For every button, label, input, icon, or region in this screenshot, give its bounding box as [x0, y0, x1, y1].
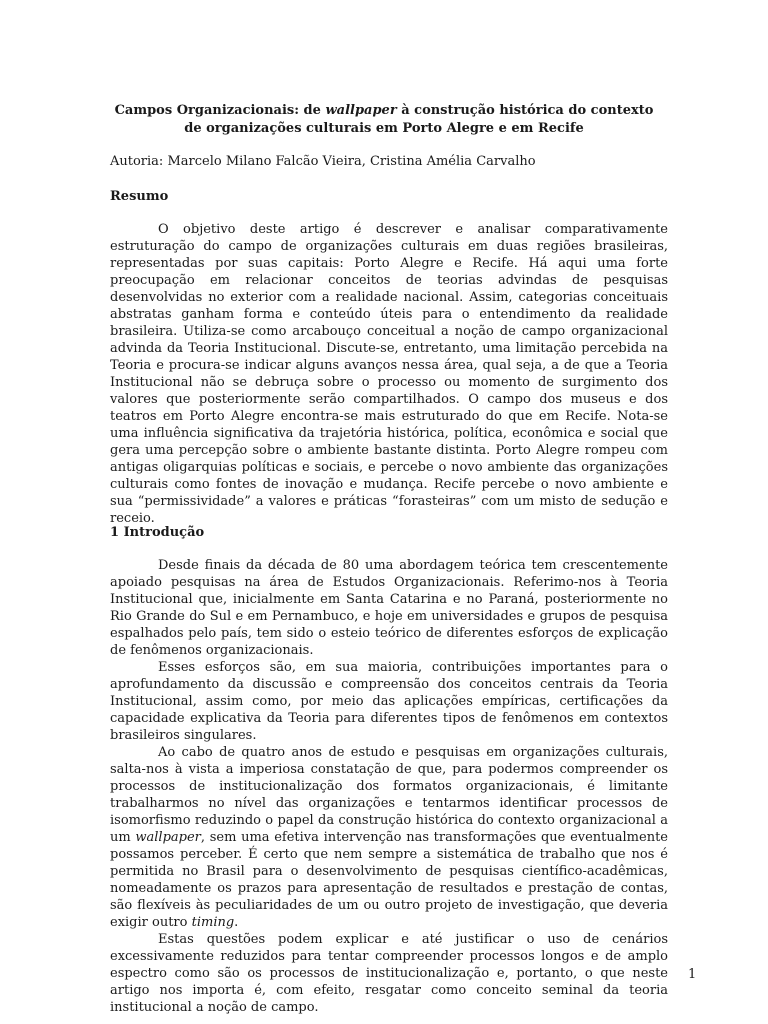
- title-part1: Campos Organizacionais: de: [114, 103, 326, 118]
- title-italic-term: wallpaper: [325, 103, 397, 118]
- author-line: Autoria: Marcelo Milano Falcão Vieira, Cristina Amélia Carvalho: [110, 154, 536, 169]
- p3-text-c: .: [234, 915, 239, 930]
- p3-text-b: , sem uma efetiva intervenção nas transformações que eventualmente possamos perceber. É certo que nem sempre a sistemática de trabalho que nos é permitida no Brasil para o desenvolvimento de pesquisas científico-acadêmicas, nomeadamente os prazos para apresentação de resultados e prestação de contas, são flexíveis às peculiaridades de um ou outro projeto de investigação, que deveria exigir outro: [110, 830, 668, 930]
- page-number: 1: [688, 967, 697, 982]
- p3-italic-timing: timing: [191, 915, 235, 930]
- paper-title: [110, 102, 658, 138]
- title-part2: à construção histórica do contexto de organizações culturais em Porto Alegre e em Recife: [184, 103, 654, 136]
- intro-paragraph-1: Desde finais da década de 80 uma abordagem teórica tem crescentemente apoiado pesquisas na área de Estudos Organizacionais. Referimo-nos à Teoria Institucional que, inicialmente em Santa Catarina e no Paraná, posteriormente no Rio Grande do Sul e em Pernambuco, e hoje em universidades e grupos de pesquisa espalhados pelo país, tem sido o esteio teórico de diferentes esforços de explicação de fenômenos organizacionais.: [110, 558, 668, 658]
- abstract-heading: Resumo: [110, 189, 169, 204]
- p3-italic-wallpaper: wallpaper: [135, 830, 201, 845]
- intro-paragraph-4: Estas questões podem explicar e até justificar o uso de cenários excessivamente reduzidos para tentar compreender processos longos e de amplo espectro como são os processos de institucionalização e, portanto, o que neste artigo nos importa é, com efeito, resgatar como conceito seminal da teoria institucional a noção de campo.: [110, 932, 668, 1015]
- intro-paragraph-2: Esses esforços são, em sua maioria, contribuições importantes para o aprofundamento da discussão e compreensão dos conceitos centrais da Teoria Institucional, assim como, por meio das aplicações empíricas, certificações da capacidade explicativa da Teoria para diferentes tipos de fenômenos em contextos brasileiros singulares.: [110, 660, 668, 743]
- p3-text-a: Ao cabo de quatro anos de estudo e pesquisas em organizações culturais, salta-nos à vista a imperiosa constatação de que, para podermos compreender os processos de institucionalização dos formatos organizacionais, é limitante trabalharmos no nível das organizações e tentarmos identificar processos de isomorfismo reduzindo o papel da construção histórica do contexto organizacional a um: [110, 745, 668, 845]
- intro-paragraph-3: [110, 744, 668, 931]
- introduction-body: [110, 557, 668, 1016]
- section-heading-introduction: 1 Introdução: [110, 525, 205, 540]
- abstract-paragraph: O objetivo deste artigo é descrever e analisar comparativamente estruturação do campo de organizações culturais em duas regiões brasileiras, representadas por suas capitais: Porto Alegre e Recife. Há aqui uma forte preocupação em relacionar conceitos de teorias advindas de pesquisas desenvolvidas no exterior com a realidade nacional. Assim, categorias conceituais abstratas ganham forma e conteúdo úteis para o entendimento da realidade brasileira. Utiliza-se como arcabouço conceitual a noção de campo organizacional advinda da Teoria Institucional. Discute-se, entretanto, uma limitação percebida na Teoria e procura-se indicar alguns avanços nessa área, qual seja, a de que a Teoria Institucional não se debruça sobre o processo ou momento de surgimento dos valores que posteriormente serão compartilhados. O campo dos museus e dos teatros em Porto Alegre encontra-se mais estruturado do que em Recife. Nota-se uma influência significativa da trajetória histórica, política, econômica e social que gera uma percepção sobre o ambiente bastante distinta. Porto Alegre rompeu com antigas oligarquias políticas e sociais, e percebe o novo ambiente das organizações culturais como fontes de inovação e mudança. Recife percebe o novo ambiente e sua “permissividade” a valores e práticas “forasteiras” com um misto de sedução e receio.: [110, 222, 668, 526]
